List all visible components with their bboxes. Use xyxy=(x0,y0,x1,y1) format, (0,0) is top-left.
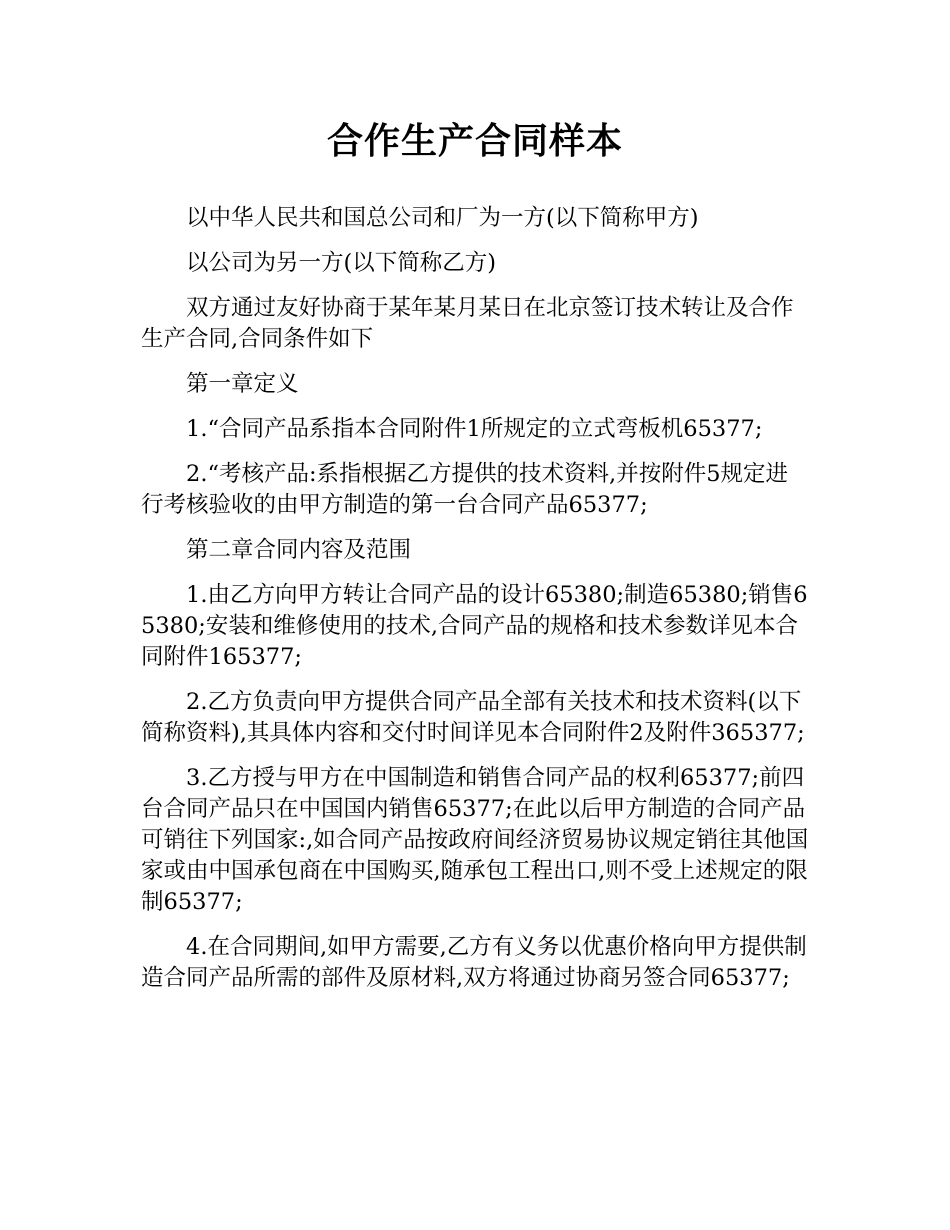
chapter-2-clause-3: 3.乙方授与甲方在中国制造和销售合同产品的权利65377;前四台合同产品只在中国国内销售65377;在此以后甲方制造的合同产品可销往下列国家:,如合同产品按政府间经济贸易协议规定销往其他国家或由中国承包商在中国购买,随承包工程出口,则不受上述规定的限制65377; xyxy=(141,765,809,915)
chapter-1-heading: 第一章定义 xyxy=(186,371,299,397)
document-title: 合作生产合同样本 xyxy=(326,121,623,162)
chapter-2-clause-2: 2.乙方负责向甲方提供合同产品全部有关技术和技术资料(以下简称资料),其具体内容和交付时间详见本合同附件2及附件365377; xyxy=(141,689,805,746)
chapter-2-heading: 第二章合同内容及范围 xyxy=(186,537,412,563)
chapter-2-clause-1: 1.由乙方向甲方转让合同产品的设计65380;制造65380;销售65380;安装和维修使用的技术,合同产品的规格和技术参数详见本合同附件165377; xyxy=(141,582,808,670)
party-a-paragraph: 以中华人民共和国总公司和厂为一方(以下简称甲方) xyxy=(186,205,699,231)
preamble-paragraph: 双方通过友好协商于某年某月某日在北京签订技术转让及合作生产合同,合同条件如下 xyxy=(141,295,794,352)
chapter-2-clause-4: 4.在合同期间,如甲方需要,乙方有义务以优惠价格向甲方提供制造合同产品所需的部件及原材料,双方将通过协商另签合同65377; xyxy=(141,934,807,991)
chapter-1-clause-1: 1.“合同产品系指本合同附件1所规定的立式弯板机65377; xyxy=(186,416,763,442)
chapter-1-clause-2: 2.“考核产品:系指根据乙方提供的技术资料,并按附件5规定进行考核验收的由甲方制造的第一台合同产品65377; xyxy=(141,461,789,518)
document-body xyxy=(141,203,809,1008)
party-b-paragraph: 以公司为另一方(以下简称乙方) xyxy=(186,250,497,276)
